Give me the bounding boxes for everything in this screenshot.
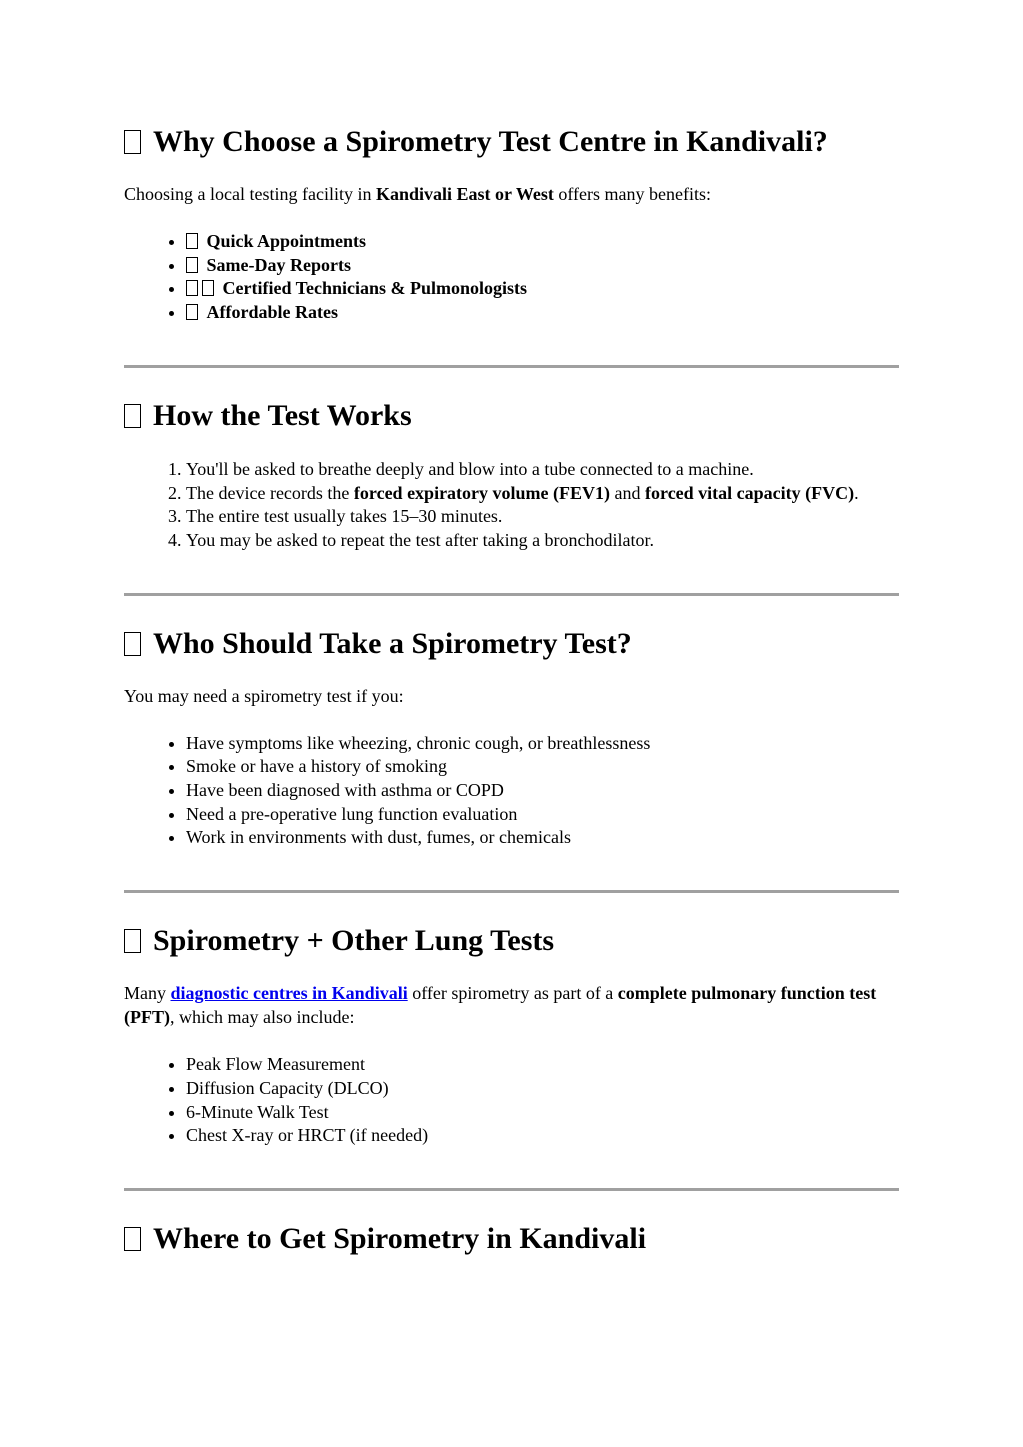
missing-glyph-icon [186, 280, 198, 296]
list-item: • 6-Minute Walk Test [186, 1101, 899, 1125]
missing-glyph-icon [124, 632, 141, 656]
list-item: • Work in environments with dust, fumes, or chemicals [186, 826, 899, 850]
list-item: 1. You'll be asked to breathe deeply and blow into a tube connected to a machine. [186, 458, 899, 482]
symptoms-list [124, 732, 899, 851]
missing-glyph-icon [124, 130, 141, 154]
list-item: • Affordable Rates [186, 301, 899, 325]
other-tests-intro: Many diagnostic centres in Kandivali offer spirometry as part of a complete pulmonary function test (PFT), which may also include: [124, 983, 877, 1028]
list-item: • Need a pre-operative lung function evaluation [186, 803, 899, 827]
missing-glyph-icon [186, 304, 198, 320]
section-heading-other-tests: Spirometry + Other Lung Tests [124, 917, 899, 965]
diagnostic-centres-link[interactable]: diagnostic centres in Kandivali [170, 983, 408, 1004]
list-item: 3. The entire test usually takes 15–30 minutes. [186, 505, 899, 529]
list-item: • Same-Day Reports [186, 254, 899, 278]
section-heading-who-should: Who Should Take a Spirometry Test? [124, 620, 899, 668]
section-divider [124, 1188, 899, 1191]
missing-glyph-icon [186, 257, 198, 273]
section-divider [124, 890, 899, 893]
list-item: • Certified Technicians & Pulmonologists [186, 277, 899, 301]
missing-glyph-icon [124, 1227, 141, 1251]
test-steps-list [124, 458, 899, 553]
missing-glyph-icon [202, 280, 214, 296]
list-item: 2. The device records the forced expiratory volume (FEV1) and forced vital capacity (FVC). [186, 482, 899, 506]
who-should-intro: You may need a spirometry test if you: [124, 685, 404, 706]
list-item: • Have symptoms like wheezing, chronic cough, or breathlessness [186, 732, 899, 756]
missing-glyph-icon [124, 404, 141, 428]
section-heading-where-to-get: Where to Get Spirometry in Kandivali [124, 1215, 899, 1263]
list-item: • Smoke or have a history of smoking [186, 755, 899, 779]
list-item: • Have been diagnosed with asthma or COPD [186, 779, 899, 803]
section-divider [124, 365, 899, 368]
pft-tests-list [124, 1053, 899, 1148]
list-item: • Peak Flow Measurement [186, 1053, 899, 1077]
list-item: • Diffusion Capacity (DLCO) [186, 1077, 899, 1101]
section-heading-how-it-works: How the Test Works [124, 392, 899, 440]
why-choose-intro: Choosing a local testing facility in Kandivali East or West offers many benefits: [124, 184, 711, 204]
list-item: 4. You may be asked to repeat the test after taking a bronchodilator. [186, 529, 899, 553]
benefits-list [124, 230, 899, 325]
document-content [124, 118, 899, 1263]
section-divider [124, 593, 899, 596]
list-item: • Quick Appointments [186, 230, 899, 254]
missing-glyph-icon [124, 929, 141, 953]
missing-glyph-icon [186, 233, 198, 249]
section-heading-why-choose: Why Choose a Spirometry Test Centre in Kandivali? [124, 118, 899, 166]
list-item: • Chest X-ray or HRCT (if needed) [186, 1124, 899, 1148]
